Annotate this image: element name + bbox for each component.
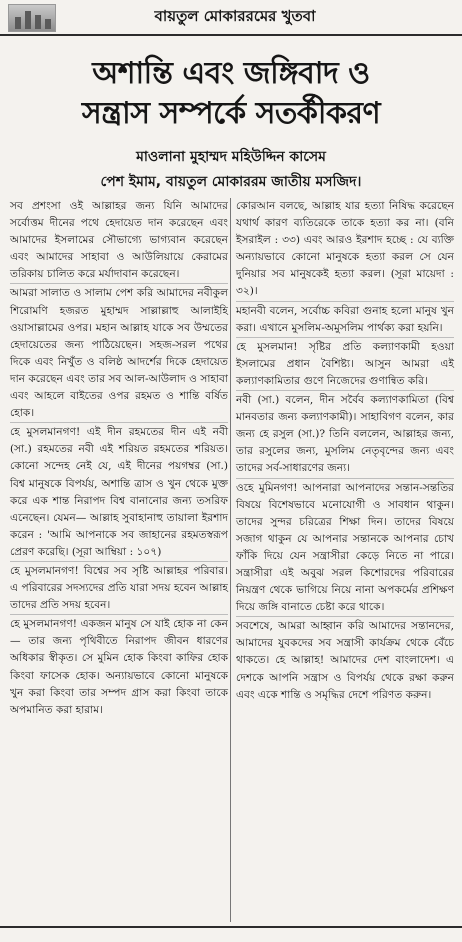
- article-paragraph: আমরা সালাত ও সালাম পেশ করি আমাদের নবীকুল শিরোমণি হজরত মুহাম্মদ সাল্লাল্লাহু আলাইহি ওয়াসাল্লামের ওপর। মহান আল্লাহ যাকে সব উম্মতের হেদায়েতের জন্য পাঠিয়েছেন। সহজ-সরল পথের দিকে এবং নিখুঁত ও বলিষ্ঠ আদর্শের দিকে হেদায়েত দান করেছেন এবং তার সব আল-আউলাদ ও সাহাবা এবং আহলে বাইতের ওপর রহমত ও শান্তি বর্ষিত হোক।: [10, 285, 228, 423]
- article-paragraph: হে মুসলমানগণ! বিশ্বের সব সৃষ্টি আল্লাহর পরিবার। এ পরিবারের সদস্যদের প্রতি যারা সদয় হবেন আল্লাহ তাদের প্রতি সদয় হবেন।: [10, 563, 228, 615]
- article-paragraph: সবশেষে, আমরা আহ্বান করি আমাদের সন্তানদের, আমাদের যুবকদের সব সন্ত্রাসী কার্যক্রম থেকে বেঁচে থাকতে। হে আল্লাহ! আমাদের দেশ বাংলাদেশ। এ দেশকে আপনি সন্ত্রাস ও বিপর্যয় থেকে রক্ষা করুন এবং একে শান্তি ও সমৃদ্ধির দেশে পরিণত করুন।: [236, 620, 454, 701]
- article-headline-line-2: সন্ত্রাস সম্পর্কে সতর্কীকরণ: [81, 96, 381, 131]
- article-paragraph: হে মুসলমানগণ! একজন মানুষ সে যাই হোক না কেন— তার জন্য পৃথিবীতে নিরাপদ জীবন ধারণের অধিকার স্বীকৃত। সে মুমিন হোক কিংবা কাফির হোক কিংবা ফাসেক হোক। অন্যায়ভাবে কোনো মানুষকে খুন করা কিংবা তার সম্পদ গ্রাস করা কিংবা তাকে অপমানিত করা হারাম।: [10, 618, 228, 716]
- bottom-rule: [0, 926, 462, 928]
- article-paragraph: হে মুসলমান! সৃষ্টির প্রতি কল্যাণকামী হওয়া ইসলামের প্রধান বৈশিষ্ট্য। আসুন আমরা এই কল্যাণকামিতার গুণে নিজেদের গুণান্বিত করি।: [236, 339, 454, 391]
- article-paragraph: কোরআন বলছে, আল্লাহ যার হত্যা নিষিদ্ধ করেছেন যথার্থ কারণ ব্যতিরেকে তাকে হত্যা কর না। (বনি ইসরাইল : ৩৩) এবং আরও ইরশাদ হচ্ছে : যে ব্যক্তি অন্যায়ভাবে কোনো মানুষকে হত্যা করল সে যেন দুনিয়ার সব মানুষকেই হত্যা করল। (সূরা মায়েদা : ৩২)।: [236, 198, 454, 302]
- column-divider: [230, 198, 231, 922]
- mosque-logo-icon: [8, 4, 56, 32]
- article-headline-line-1: অশান্তি এবং জঙ্গিবাদ ও: [92, 56, 370, 91]
- left-column: [10, 198, 228, 720]
- article-paragraph: নবী (সা.) বলেন, দীন সর্বৈব কল্যাণকামিতা (বিশ্ব মানবতার জন্য কল্যাণকামী)। সাহাবিগণ বলেন, কার জন্য হে রসুল (সা.)? তিনি বললেন, আল্লাহর জন্য, তার রসুলের জন্য, মুসলিম নেতৃবৃন্দের জন্য এবং তাদের সর্ব-সাধারণের জন্য।: [236, 392, 454, 478]
- right-column: [236, 198, 454, 705]
- article-paragraph: ওহে মুমিনগণ! আপনারা আপনাদের সন্তান-সন্ততির বিষয়ে বিশেষভাবে মনোযোগী ও সাবধান থাকুন। তাদের সুন্দর চরিত্রের শিক্ষা দিন। তাদের বিষয়ে সজাগ থাকুন যে আপনার সন্তানকে আপনার চোখ ফাঁকি দিয়ে যেন সন্ত্রাসীরা কেড়ে নিতে না পারে। সন্ত্রাসীরা এই অবুঝ সরল কিশোরদের পরিবারের নিয়ন্ত্রণ থেকে ভাগিয়ে নিয়ে নানা অপকর্মের প্রশিক্ষণ দিয়ে জঙ্গি বানাতে চেষ্টা করে থাকে।: [236, 480, 454, 618]
- article-paragraph: হে মুসলমানগণ! এই দীন রহমতের দীন এই নবী (সা.) রহমতের নবী এই শরিয়ত রহমতের শরিয়ত। কোনো সন্দেহ নেই যে, এই দীনের পয়গম্বর (সা.) বিশ্ব মানুষকে বিপর্যয়, অশান্তি ত্রাস ও খুন থেকে মুক্ত করে এক শান্ত নিরাপদ বিশ্ব বানানোর জন্য তসরিফ এনেছেন। যেমন— আল্লাহ সুবাহানাহু তায়ালা ইরশাদ করেন : 'আমি আপনাকে সব জাহানের রহমতস্বরূপ প্রেরণ করেছি। (সূরা আম্বিয়া : ১০৭): [10, 424, 228, 562]
- article-paragraph: সব প্রশংসা ওই আল্লাহর জন্য যিনি আমাদের সর্বোত্তম দীনের পথে হেদায়েত দান করেছেন এবং আমাদের ইসলামের সৌভাগ্যে ভাগ্যবান করেছেন এবং আমাদের সাহাবা ও আউলিয়ায়ে কেরামের তরিকায় চালিত করে মর্যাদাবান করেছেন।: [10, 198, 228, 284]
- section-title: বায়তুল মোকাররমের খুতবা: [154, 7, 316, 25]
- section-header: [0, 0, 462, 36]
- article-paragraph: মহানবী বলেন, সর্বোচ্চ কবিরা গুনাহ হলো মানুষ খুন করা। এখানে মুসলিম-অমুসলিম পার্থক্য করা হয়নি।: [236, 303, 454, 338]
- author-role: পেশ ইমাম, বায়তুল মোকাররম জাতীয় মসজিদ।: [100, 174, 362, 190]
- author-name: মাওলানা মুহাম্মদ মহিউদ্দিন কাসেম: [136, 149, 326, 165]
